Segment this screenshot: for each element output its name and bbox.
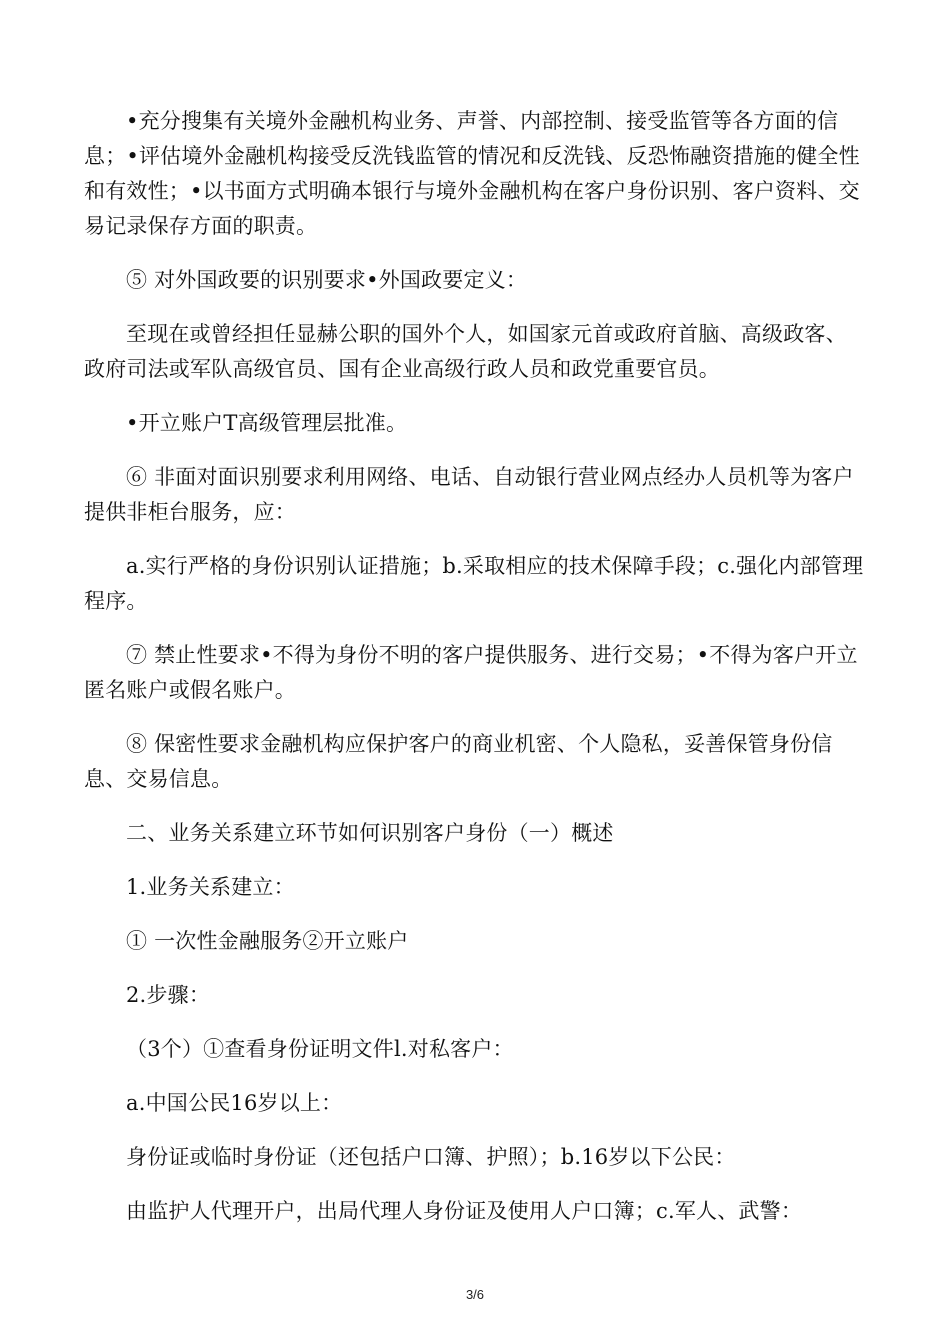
paragraph-steps: 2.步骤：: [126, 983, 211, 1007]
paragraph-chinese-citizen-over-16: a.中国公民16岁以上：: [126, 1091, 343, 1115]
paragraph-prohibited-requirements: ⑦ 禁止性要求•不得为身份不明的客户提供服务、进行交易；•不得为客户开立匿名账户或假名账户。: [84, 643, 858, 702]
paragraph-business-relationship-establishment: 1.业务关系建立：: [126, 875, 295, 899]
paragraph-non-face-to-face-measures: a.实行严格的身份识别认证措施；b.采取相应的技术保障手段；c.强化内部管理程序。: [84, 554, 864, 613]
paragraph-non-face-to-face-requirements: ⑥ 非面对面识别要求利用网络、电话、自动银行营业网点经办人员机等为客户提供非柜台服务，应：: [84, 465, 854, 524]
section-heading-business-relationship: 二、业务关系建立环节如何识别客户身份（一）概述: [126, 821, 614, 845]
paragraph-confidentiality-requirements: ⑧ 保密性要求金融机构应保护客户的商业机密、个人隐私，妥善保管身份信息、交易信息。: [84, 732, 833, 791]
paragraph-service-types: ① 一次性金融服务②开立账户: [126, 929, 409, 953]
page-number: 3/6: [465, 1287, 485, 1302]
paragraph-foreign-pep-definition: 至现在或曾经担任显赫公职的国外个人，如国家元首或政府首脑、高级政客、政府司法或军队高级官员、国有企业高级行政人员和政党重要官员。: [84, 322, 847, 381]
paragraph-check-identity-documents: （3个）①查看身份证明文件l.对私客户：: [126, 1037, 514, 1061]
paragraph-foreign-pep-requirements: ⑤ 对外国政要的识别要求•外国政要定义：: [126, 268, 528, 292]
paragraph-foreign-institution-measures: •充分搜集有关境外金融机构业务、声誉、内部控制、接受监管等各方面的信息；•评估境外金融机构接受反洗钱监管的情况和反洗钱、反恐怖融资措施的健全性和有效性；•以书面方式明确本银行与境外金融机构在客户身份识别、客户资料、交易记录保存方面的职责。: [84, 109, 860, 238]
document-body: [84, 104, 864, 1248]
paragraph-id-card-options: 身份证或临时身份证（还包括户口簿、护照）；b.16岁以下公民：: [126, 1145, 736, 1169]
paragraph-guardian-account-opening: 由监护人代理开户，出局代理人身份证及使用人户口簿；c.军人、武警：: [126, 1199, 803, 1223]
paragraph-senior-management-approval: •开立账户T高级管理层批准。: [126, 411, 408, 435]
